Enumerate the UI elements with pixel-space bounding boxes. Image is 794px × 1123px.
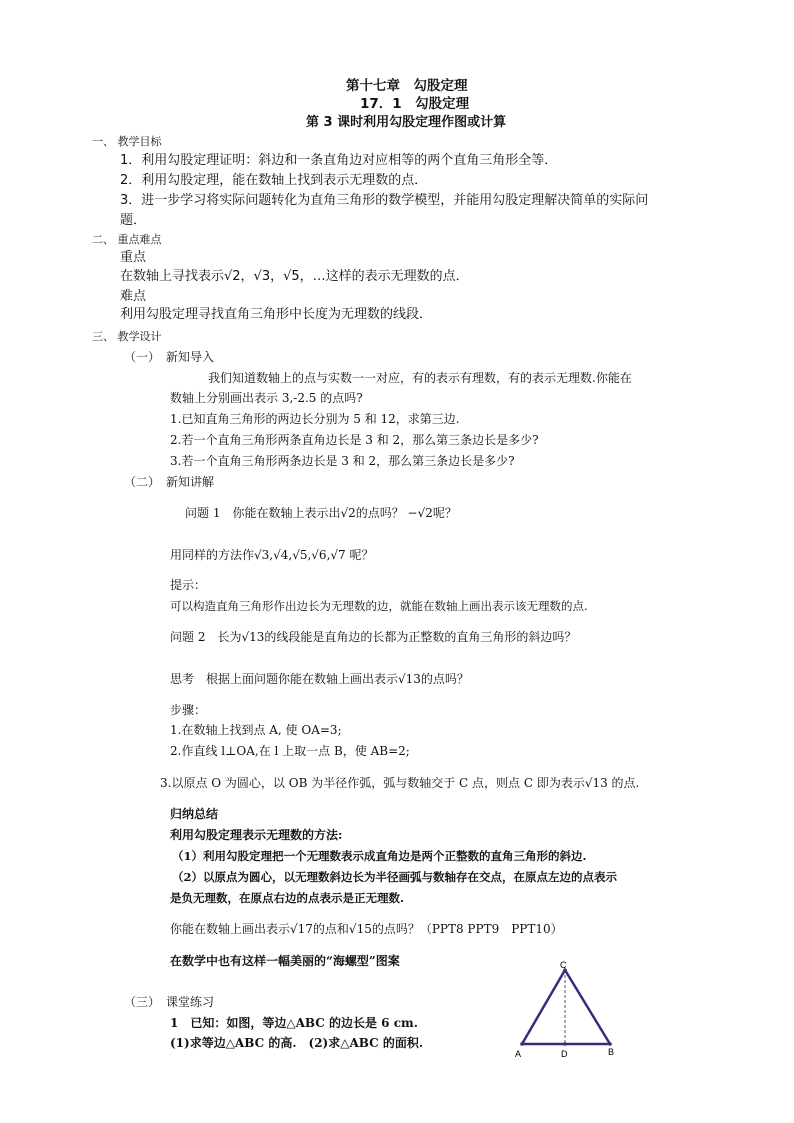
step-3: 3.以原点 O 为圆心，以 OB 为半径作弧，弧与数轴交于 C 点，则点 C 即为表示√13 的点. <box>160 776 640 790</box>
part1-question-2: 2.若一个直角三角形两条直角边长是 3 和 2，那么第三条边长是多少? <box>170 433 539 447</box>
problem-1: 问题 1 你能在数轴上表示出√2的点吗？ −√2呢？ <box>185 506 457 520</box>
keypoints-heading: 二、 重点难点 <box>92 233 162 246</box>
step-2: 2.作直线 l⊥OA,在 l 上取一点 B，使 AB=2; <box>170 744 410 758</box>
lesson-title: 第 3 课时利用勾股定理作图或计算 <box>306 115 507 130</box>
part1-intro: 我们知道数轴上的点与实数一一对应，有的表示有理数，有的表示无理数.你能在 <box>208 371 632 385</box>
objective-item-1: 1．利用勾股定理证明：斜边和一条直角边对应相等的两个直角三角形全等． <box>120 153 558 168</box>
hint-label: 提示： <box>170 578 207 592</box>
hint-text: 可以构造直角三角形作出边长为无理数的边，就能在数轴上画出表示该无理数的点. <box>170 599 588 613</box>
hard-text: 利用勾股定理寻找直角三角形中长度为无理数的线段． <box>120 307 433 322</box>
section-title: 17．1 勾股定理 <box>360 96 470 112</box>
pattern-caption: 在数学中也有这样一幅美丽的“海螺型”图案 <box>170 954 400 968</box>
point-d-dot <box>563 1042 567 1046</box>
key-text: 在数轴上寻找表示√2，√3，√5，…这样的表示无理数的点． <box>120 269 469 284</box>
key-label: 重点 <box>120 250 147 265</box>
chapter-title: 第十七章 勾股定理 <box>346 78 468 94</box>
vertex-b-dot <box>608 1042 612 1046</box>
part1-question-1: 1.已知直角三角形的两边长分别为 5 和 12，求第三边. <box>170 412 460 426</box>
objective-item-2: 2．利用勾股定理，能在数轴上找到表示无理数的点． <box>120 173 428 188</box>
steps-label: 步骤： <box>170 703 207 717</box>
vertex-a-dot <box>520 1042 524 1046</box>
same-method-text: 用同样的方法作√3,√4,√5,√6,√7 呢？ <box>170 548 374 562</box>
vertex-label-c: C <box>560 960 567 970</box>
part1-label: （一） 新知导入 <box>124 350 215 364</box>
objectives-heading: 一、 教学目标 <box>92 135 162 148</box>
summary-item-2-cont: 是负无理数，在原点右边的点表示是正无理数. <box>170 891 405 905</box>
part2-label: （二） 新知讲解 <box>124 475 215 489</box>
point-label-d: D <box>561 1049 568 1059</box>
summary-title: 利用勾股定理表示无理数的方法: <box>170 828 343 842</box>
summary-item-2: （2）以原点为圆心，以无理数斜边长为半径画弧与数轴存在交点，在原点左边的点表示 <box>172 870 617 884</box>
practice-question: 你能在数轴上画出表示√17的点和√15的点吗？（PPT8 PPT9 PPT10） <box>170 922 563 936</box>
problem-2: 问题 2 长为√13的线段能是直角边的长都为正整数的直角三角形的斜边吗？ <box>170 630 577 644</box>
vertex-label-a: A <box>515 1049 522 1059</box>
part3-label: （三） 课堂练习 <box>124 995 215 1009</box>
objective-item-3: 3．进一步学习将实际问题转化为直角三角形的数学模型，并能用勾股定理解决简单的实际问 <box>120 193 649 208</box>
exercise-1-parts: (1)求等边△ABC 的高. (2)求△ABC 的面积. <box>170 1036 424 1050</box>
objective-item-3-cont: 题． <box>120 213 147 228</box>
think-text: 思考 根据上面问题你能在数轴上画出表示√13的点吗？ <box>170 672 469 686</box>
part1-intro-cont: 数轴上分别画出表示 3,-2.5 的点吗? <box>170 391 363 405</box>
vertex-label-b: B <box>608 1047 615 1057</box>
exercise-1: 1 已知：如图，等边△ABC 的边长是 6 cm. <box>170 1016 418 1030</box>
step-1: 1.在数轴上找到点 A, 使 OA=3; <box>170 723 342 737</box>
triangle-side-bc <box>565 970 610 1044</box>
triangle-figure <box>508 958 624 1064</box>
hard-label: 难点 <box>120 289 147 304</box>
summary-label: 归纳总结 <box>170 807 219 821</box>
summary-item-1: （1）利用勾股定理把一个无理数表示成直角边是两个正整数的直角三角形的斜边. <box>172 849 587 863</box>
design-heading: 三、 教学设计 <box>92 330 162 343</box>
triangle-side-ac <box>522 970 565 1044</box>
part1-question-3: 3.若一个直角三角形两条边长是 3 和 2，那么第三条边长是多少? <box>170 454 515 468</box>
